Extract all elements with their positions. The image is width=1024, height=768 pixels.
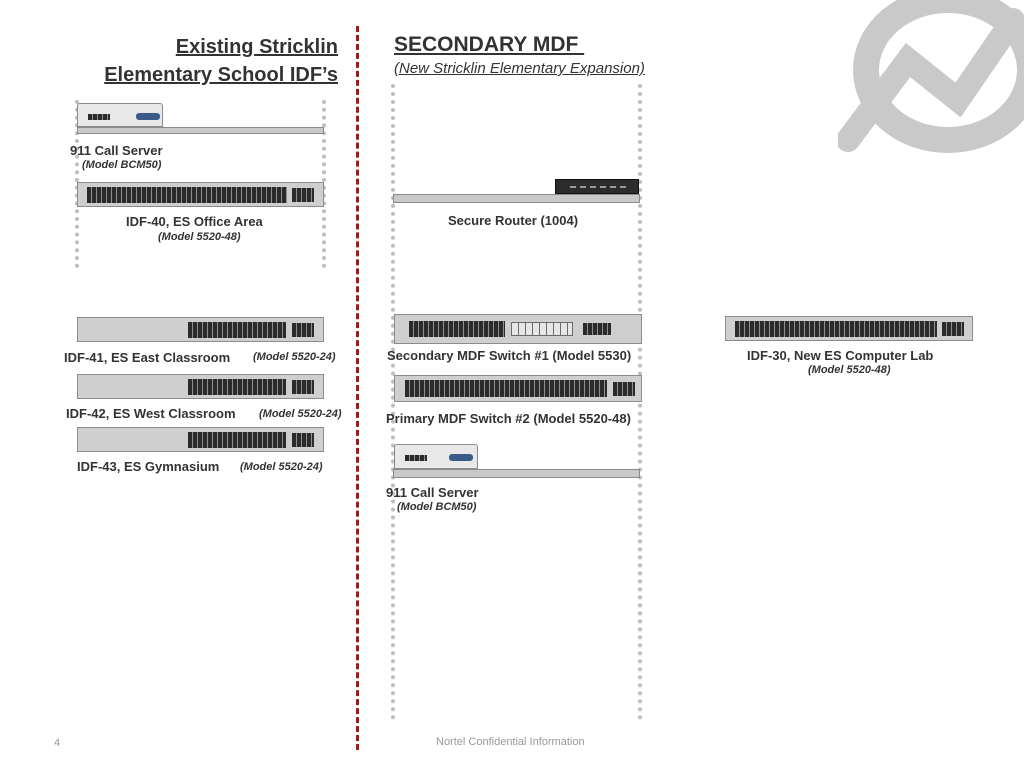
idf40-label: IDF-40, ES Office Area (126, 214, 263, 229)
section-divider (356, 26, 359, 750)
router-indicators (570, 186, 626, 188)
secure-router-shelf (393, 194, 640, 203)
nortel-globe-logo (838, 0, 1024, 170)
idf42-switch (77, 374, 324, 399)
idf41-model: (Model 5520-24) (253, 351, 336, 363)
idf30-ports (735, 321, 937, 337)
mdf-call-server-shelf (393, 469, 640, 478)
idf41-uplinks (292, 323, 314, 337)
idf43-label: IDF-43, ES Gymnasium (77, 459, 220, 474)
existing-call-server-label: 911 Call Server (70, 143, 163, 158)
secondary-mdf-title: SECONDARY MDF (394, 33, 585, 56)
call-server-connector (136, 113, 160, 120)
existing-idf-title-line2: Elementary School IDF’s (104, 64, 338, 86)
idf43-ports (188, 432, 286, 448)
mdf-call-server-model: (Model BCM50) (397, 501, 477, 513)
idf43-model: (Model 5520-24) (240, 461, 323, 473)
idf40-ports (87, 187, 287, 203)
mdf-switch1-uplinks (583, 323, 611, 335)
existing-idf-title-line1: Existing Stricklin (175, 36, 338, 58)
idf41-ports (188, 322, 286, 338)
idf42-uplinks (292, 380, 314, 394)
existing-idf-title (104, 33, 338, 89)
mdf-switch2-label: Primary MDF Switch #2 (Model 5520-48) (386, 411, 631, 426)
secondary-mdf-subtitle: (New Stricklin Elementary Expansion) (394, 60, 645, 77)
idf41-switch (77, 317, 324, 342)
idf43-switch (77, 427, 324, 452)
existing-call-server-model: (Model BCM50) (82, 159, 162, 171)
idf30-switch (725, 316, 973, 341)
mdf-switch2-ports (405, 380, 607, 397)
idf41-label: IDF-41, ES East Classroom (64, 350, 231, 365)
idf40-uplinks (292, 188, 314, 202)
idf42-ports (188, 379, 286, 395)
idf30-model: (Model 5520-48) (808, 364, 891, 376)
mdf-call-server-ports (405, 455, 427, 461)
idf30-label: IDF-30, New ES Computer Lab (747, 348, 934, 363)
mdf-switch1-sfp (511, 322, 573, 336)
mdf-call-server-label: 911 Call Server (386, 485, 479, 500)
idf42-model: (Model 5520-24) (259, 408, 342, 420)
idf40-switch (77, 182, 324, 207)
mdf-switch2 (394, 375, 642, 402)
mdf-switch2-uplinks (613, 382, 635, 396)
idf43-uplinks (292, 433, 314, 447)
idf30-uplinks (942, 322, 964, 336)
idf42-label: IDF-42, ES West Classroom (66, 406, 236, 421)
existing-call-server-device (77, 103, 163, 127)
mdf-call-server-device (394, 444, 478, 469)
mdf-switch1 (394, 314, 642, 344)
mdf-switch1-ports (409, 321, 505, 337)
mdf-call-server-connector (449, 454, 473, 461)
mdf-rack-rail-left (391, 84, 395, 720)
idf40-model: (Model 5520-48) (158, 231, 241, 243)
confidential-notice: Nortel Confidential Information (436, 736, 585, 748)
existing-call-server-shelf (77, 127, 324, 134)
mdf-switch1-label: Secondary MDF Switch #1 (Model 5530) (387, 348, 632, 363)
secure-router-device (555, 179, 639, 194)
secure-router-label: Secure Router (1004) (448, 213, 579, 228)
call-server-ports (88, 114, 110, 120)
page-number: 4 (54, 737, 61, 749)
